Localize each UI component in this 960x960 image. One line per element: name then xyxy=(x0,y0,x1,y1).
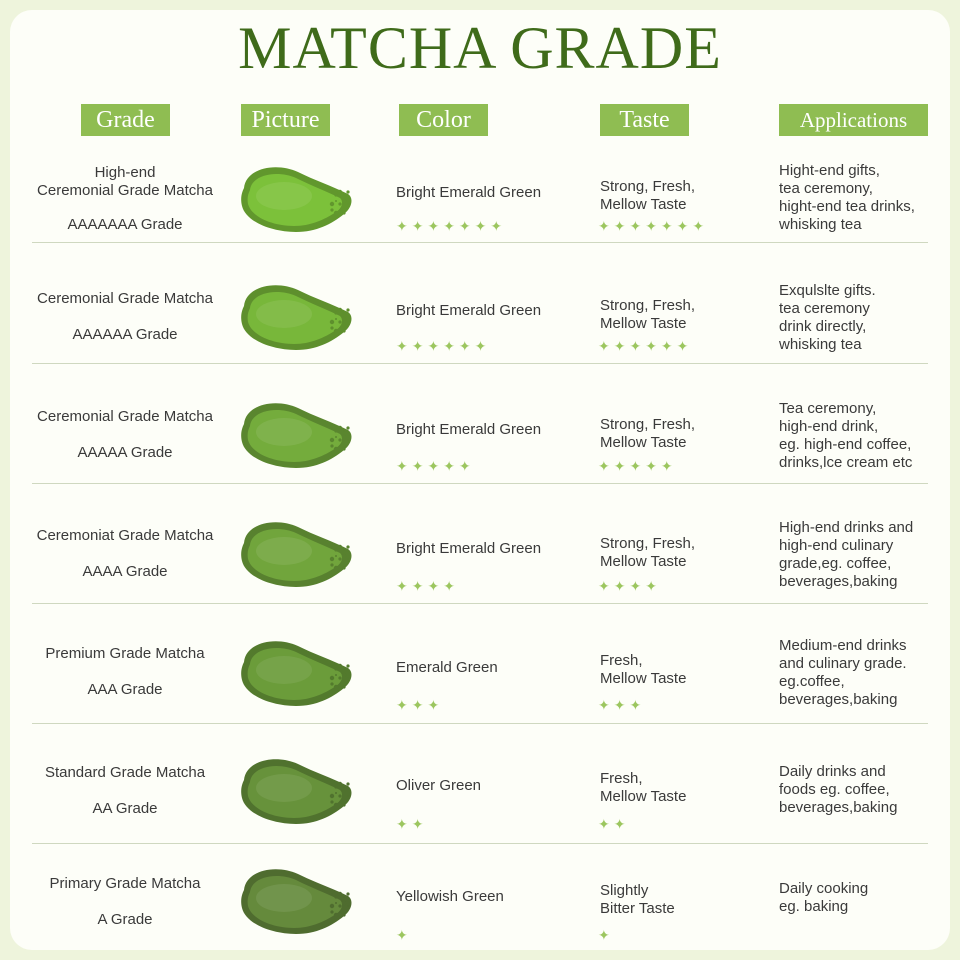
grade-name: Ceremoniat Grade Matcha xyxy=(36,527,214,544)
color-description: Yellowish Green xyxy=(396,888,504,905)
grade-level: AAAAAA Grade xyxy=(72,326,178,343)
matcha-powder-image xyxy=(236,860,356,940)
taste-rating-stars: ✦✦✦✦✦✦ xyxy=(598,338,693,354)
taste-rating-stars: ✦✦✦✦✦ xyxy=(598,458,677,474)
header-color: Color xyxy=(399,104,488,136)
grade-name: Primary Grade Matcha xyxy=(49,875,201,892)
applications-description: Daily cooking eg. baking xyxy=(779,880,869,915)
taste-rating-stars: ✦ xyxy=(598,927,614,943)
taste-description: Fresh, Mellow Taste xyxy=(600,652,687,687)
applications-description: Tea ceremony, high-end drink, eg. high-end coffee, drinks,lce cream etc xyxy=(779,400,913,471)
taste-description: Strong, Fresh, Mellow Taste xyxy=(600,178,696,213)
color-rating-stars: ✦✦✦✦✦✦ xyxy=(396,338,491,354)
grade-level: AAA Grade xyxy=(87,681,163,698)
header-taste: Taste xyxy=(600,104,689,136)
color-rating-stars: ✦✦✦✦ xyxy=(396,578,459,594)
applications-description: Hight-end gifts, tea ceremony, hight-end tea drinks, whisking tea xyxy=(779,162,915,233)
matcha-powder-image xyxy=(236,750,356,830)
grade-level: AAAAA Grade xyxy=(77,444,173,461)
color-description: Bright Emerald Green xyxy=(396,302,542,319)
applications-description: Medium-end drinks and culinary grade. eg.coffee, beverages,baking xyxy=(779,637,907,708)
grade-name: Premium Grade Matcha xyxy=(45,645,205,662)
matcha-powder-image xyxy=(236,394,356,474)
applications-description: Exqulslte gifts. tea ceremony drink directly, whisking tea xyxy=(779,282,876,353)
color-description: Oliver Green xyxy=(396,777,482,794)
row-divider xyxy=(32,843,928,844)
taste-rating-stars: ✦✦✦✦ xyxy=(598,578,661,594)
header-applications: Applications xyxy=(779,104,928,136)
header-grade: Grade xyxy=(81,104,170,136)
matcha-powder-image xyxy=(236,632,356,712)
matcha-powder-image xyxy=(236,276,356,356)
grade-name: Standard Grade Matcha xyxy=(44,764,206,781)
color-rating-stars: ✦✦ xyxy=(396,816,428,832)
row-divider xyxy=(32,363,928,364)
taste-description: Strong, Fresh, Mellow Taste xyxy=(600,297,696,332)
matcha-powder-image xyxy=(236,158,356,238)
page-title: MATCHA GRADE xyxy=(238,15,722,81)
applications-description: Daily drinks and foods eg. coffee, beverages,baking xyxy=(779,763,898,816)
row-divider xyxy=(32,603,928,604)
grade-level: AA Grade xyxy=(92,800,158,817)
color-description: Emerald Green xyxy=(396,659,498,676)
taste-rating-stars: ✦✦✦ xyxy=(598,697,646,713)
taste-description: Slightly Bitter Taste xyxy=(600,882,675,917)
taste-rating-stars: ✦✦✦✦✦✦✦ xyxy=(598,218,709,234)
row-divider xyxy=(32,723,928,724)
color-description: Bright Emerald Green xyxy=(396,421,542,438)
color-description: Bright Emerald Green xyxy=(396,540,542,557)
grade-level: AAAAAAA Grade xyxy=(67,216,183,233)
taste-description: Fresh, Mellow Taste xyxy=(600,770,687,805)
color-rating-stars: ✦✦✦✦✦✦✦ xyxy=(396,218,507,234)
taste-rating-stars: ✦✦ xyxy=(598,816,630,832)
color-rating-stars: ✦ xyxy=(396,927,412,943)
grade-level: AAAA Grade xyxy=(82,563,168,580)
grade-level: A Grade xyxy=(97,911,153,928)
applications-description: High-end drinks and high-end culinary grade,eg. coffee, beverages,baking xyxy=(779,519,914,590)
row-divider xyxy=(32,483,928,484)
color-rating-stars: ✦✦✦ xyxy=(396,697,444,713)
grade-name: Ceremonial Grade Matcha xyxy=(37,290,213,307)
grade-name: High-end Ceremonial Grade Matcha xyxy=(37,164,213,199)
taste-description: Strong, Fresh, Mellow Taste xyxy=(600,416,696,451)
taste-description: Strong, Fresh, Mellow Taste xyxy=(600,535,696,570)
color-rating-stars: ✦✦✦✦✦ xyxy=(396,458,475,474)
matcha-powder-image xyxy=(236,513,356,593)
header-picture: Picture xyxy=(241,104,330,136)
color-description: Bright Emerald Green xyxy=(396,184,542,201)
row-divider xyxy=(32,242,928,243)
grade-name: Ceremonial Grade Matcha xyxy=(37,408,213,425)
